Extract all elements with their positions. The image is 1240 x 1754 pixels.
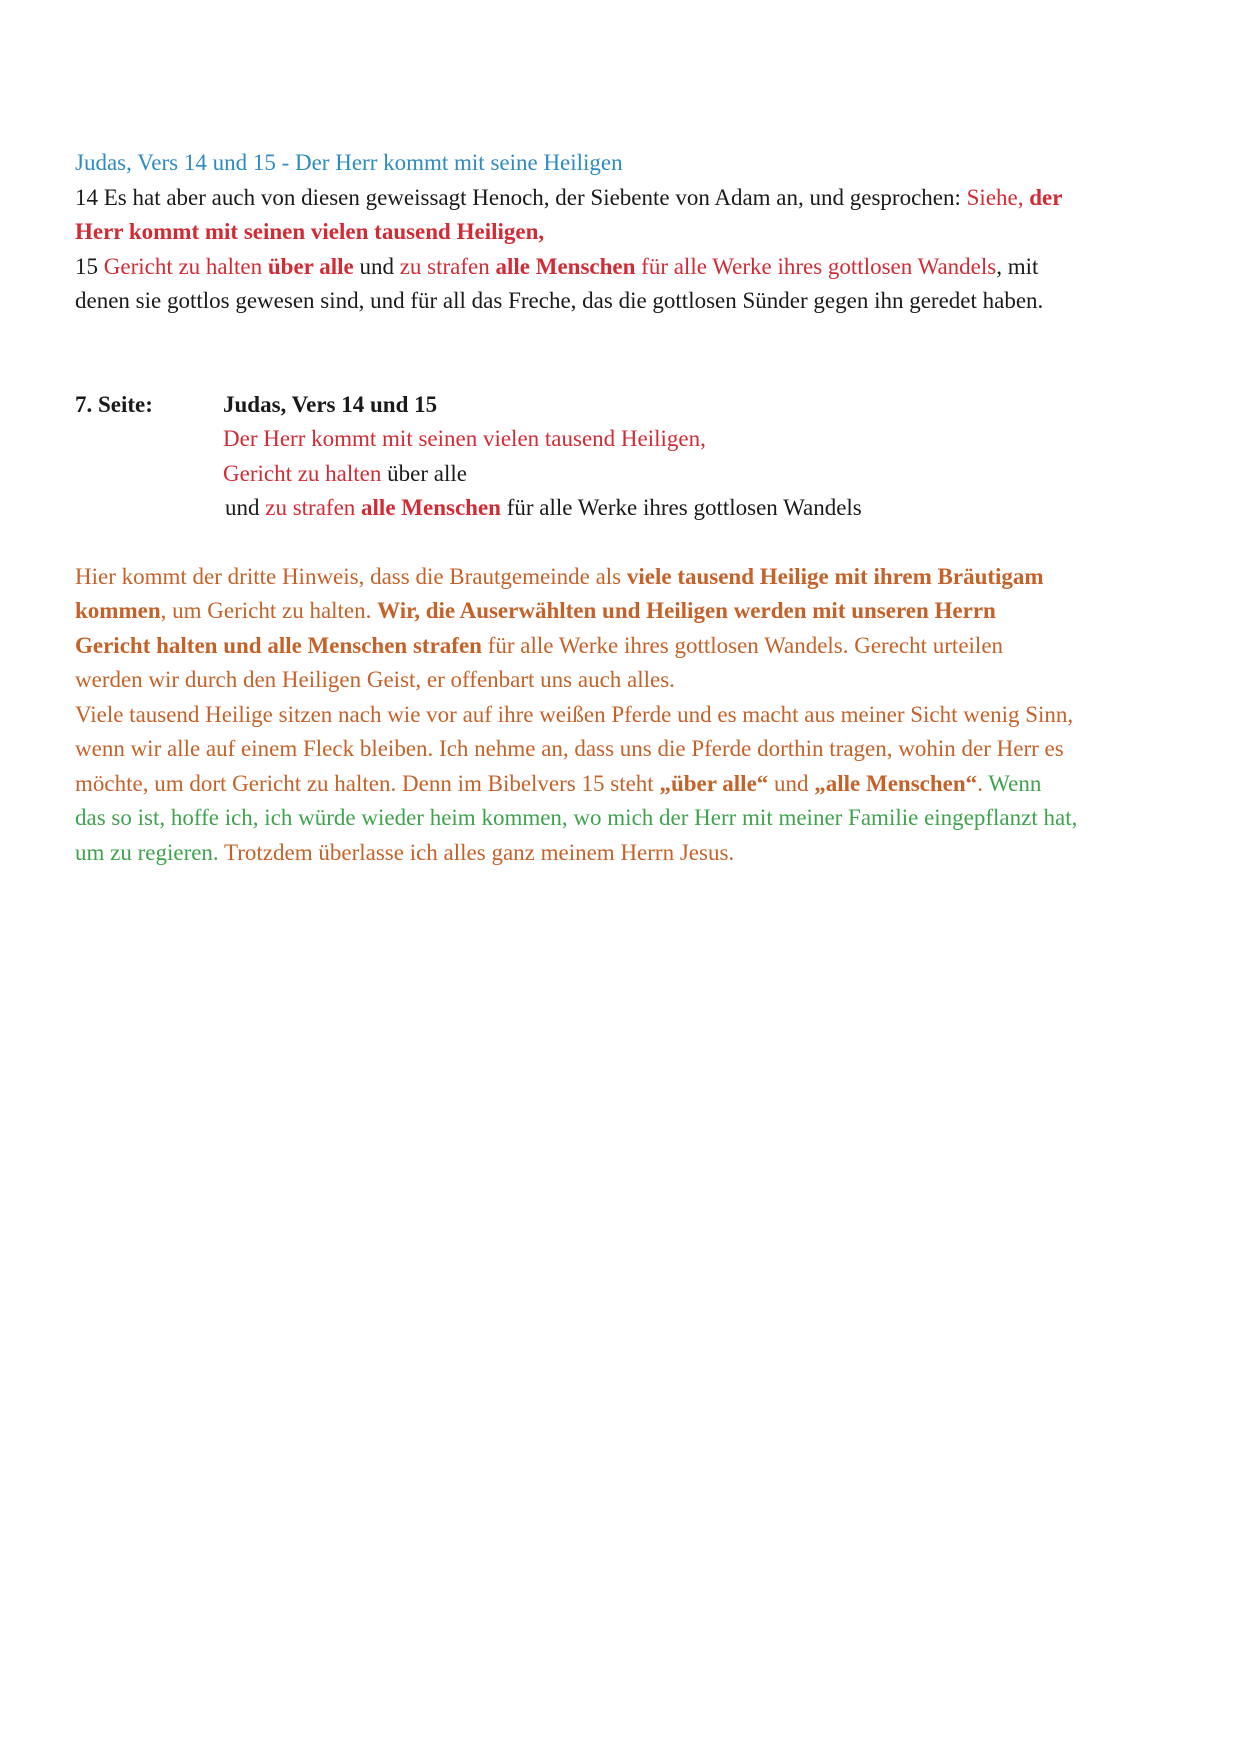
section-heading: Judas, Vers 14 und 15 - Der Herr kommt mit seine Heiligen bbox=[75, 150, 623, 175]
seite-line-3-black: für alle Werke ihres gottlosen Wandels bbox=[500, 495, 862, 520]
commentary-1-c: kommen bbox=[75, 598, 161, 623]
commentary-2-a: Viele tausend Heilige sitzen nach wie vor auf ihre weißen Pferde und es macht aus meiner Sicht wenig Sinn, bbox=[75, 701, 1074, 727]
commentary-2-green-3: um zu regieren. bbox=[75, 839, 219, 865]
verse-14-emphasis-1: der bbox=[1029, 184, 1063, 210]
verse-15-part-4: für alle Werke ihres gottlosen Wandels bbox=[635, 253, 997, 279]
verse-15-bold-2: alle Menschen bbox=[495, 253, 636, 279]
seite-label: 7. Seite: bbox=[75, 391, 153, 417]
verse-14-emphasis-2: Herr kommt mit seinen vielen tausend Heiligen, bbox=[75, 219, 545, 244]
seite-line-3-bold: alle Menschen bbox=[361, 495, 501, 520]
verse-15-part-1: Gericht zu halten bbox=[103, 253, 268, 279]
commentary-1-a: Hier kommt der dritte Hinweis, dass die Brautgemeinde als bbox=[75, 563, 627, 589]
seite-line-2-black: über alle bbox=[381, 460, 467, 486]
commentary-1-h: werden wir durch den Heiligen Geist, er offenbart uns auch alles. bbox=[75, 667, 675, 692]
verse-15-bold-1: über alle bbox=[267, 253, 354, 279]
commentary-2-b: wenn wir alle auf einem Fleck bleiben. Ich nehme an, dass uns die Pferde dorthin tragen, wohin der Herr es bbox=[75, 736, 1064, 761]
commentary-2-green-1: Wenn bbox=[988, 770, 1042, 796]
spacer bbox=[75, 526, 1175, 560]
seite-title: Judas, Vers 14 und 15 bbox=[223, 391, 438, 417]
verse-15-part-5: , mit bbox=[996, 253, 1039, 279]
seite-line-1: Der Herr kommt mit seinen vielen tausend Heiligen, bbox=[223, 426, 706, 451]
commentary-2-e: . bbox=[977, 770, 989, 796]
seite-content bbox=[223, 388, 1175, 526]
seite-block bbox=[75, 388, 1175, 526]
document-page bbox=[75, 146, 1175, 870]
commentary-paragraph-2 bbox=[75, 698, 1175, 871]
verse-15-number: 15 bbox=[75, 253, 104, 279]
commentary-2-quote-1: „über alle“ bbox=[659, 770, 769, 796]
spacer bbox=[75, 319, 1175, 388]
verse-14-siehe: Siehe, bbox=[966, 184, 1030, 210]
commentary-2-green-2: das so ist, hoffe ich, ich würde wieder heim kommen, wo mich der Herr mit meiner Familie eingepflanzt hat, bbox=[75, 805, 1078, 830]
commentary-1-b: viele tausend Heilige mit ihrem Bräutigam bbox=[626, 563, 1044, 589]
verse-15-part-3: zu strafen bbox=[399, 253, 496, 279]
seite-line-2-red: Gericht zu halten bbox=[223, 460, 382, 486]
commentary-1-d: , um Gericht zu halten. bbox=[160, 598, 378, 623]
verse-14-text: 14 Es hat aber auch von diesen geweissagt Henoch, der Siebente von Adam an, und gesprochen: bbox=[75, 184, 967, 210]
commentary-2-quote-2: „alle Menschen“ bbox=[814, 770, 978, 796]
commentary-2-f: Trotzdem überlasse ich alles ganz meinem Herrn Jesus. bbox=[218, 839, 735, 865]
commentary-2-d: und bbox=[768, 770, 815, 796]
commentary-1-e: Wir, die Auserwählten und Heiligen werden mit unseren Herrn bbox=[377, 598, 996, 623]
commentary-1-g: für alle Werke ihres gottlosen Wandels. Gerecht urteilen bbox=[481, 632, 1004, 658]
commentary-1-f: Gericht halten und alle Menschen strafen bbox=[75, 632, 482, 658]
verse-15 bbox=[75, 250, 1175, 319]
commentary-2-c: möchte, um dort Gericht zu halten. Denn im Bibelvers 15 steht bbox=[75, 770, 660, 796]
verse-14 bbox=[75, 181, 1175, 250]
commentary-paragraph-1 bbox=[75, 560, 1175, 698]
verse-15-part-2: und bbox=[353, 253, 400, 279]
seite-line-3-red: zu strafen bbox=[265, 495, 362, 520]
seite-line-3-und: und bbox=[225, 495, 266, 520]
verse-15-line-2: denen sie gottlos gewesen sind, und für all das Freche, das die gottlosen Sünder gegen ihn geredet haben. bbox=[75, 288, 1044, 313]
